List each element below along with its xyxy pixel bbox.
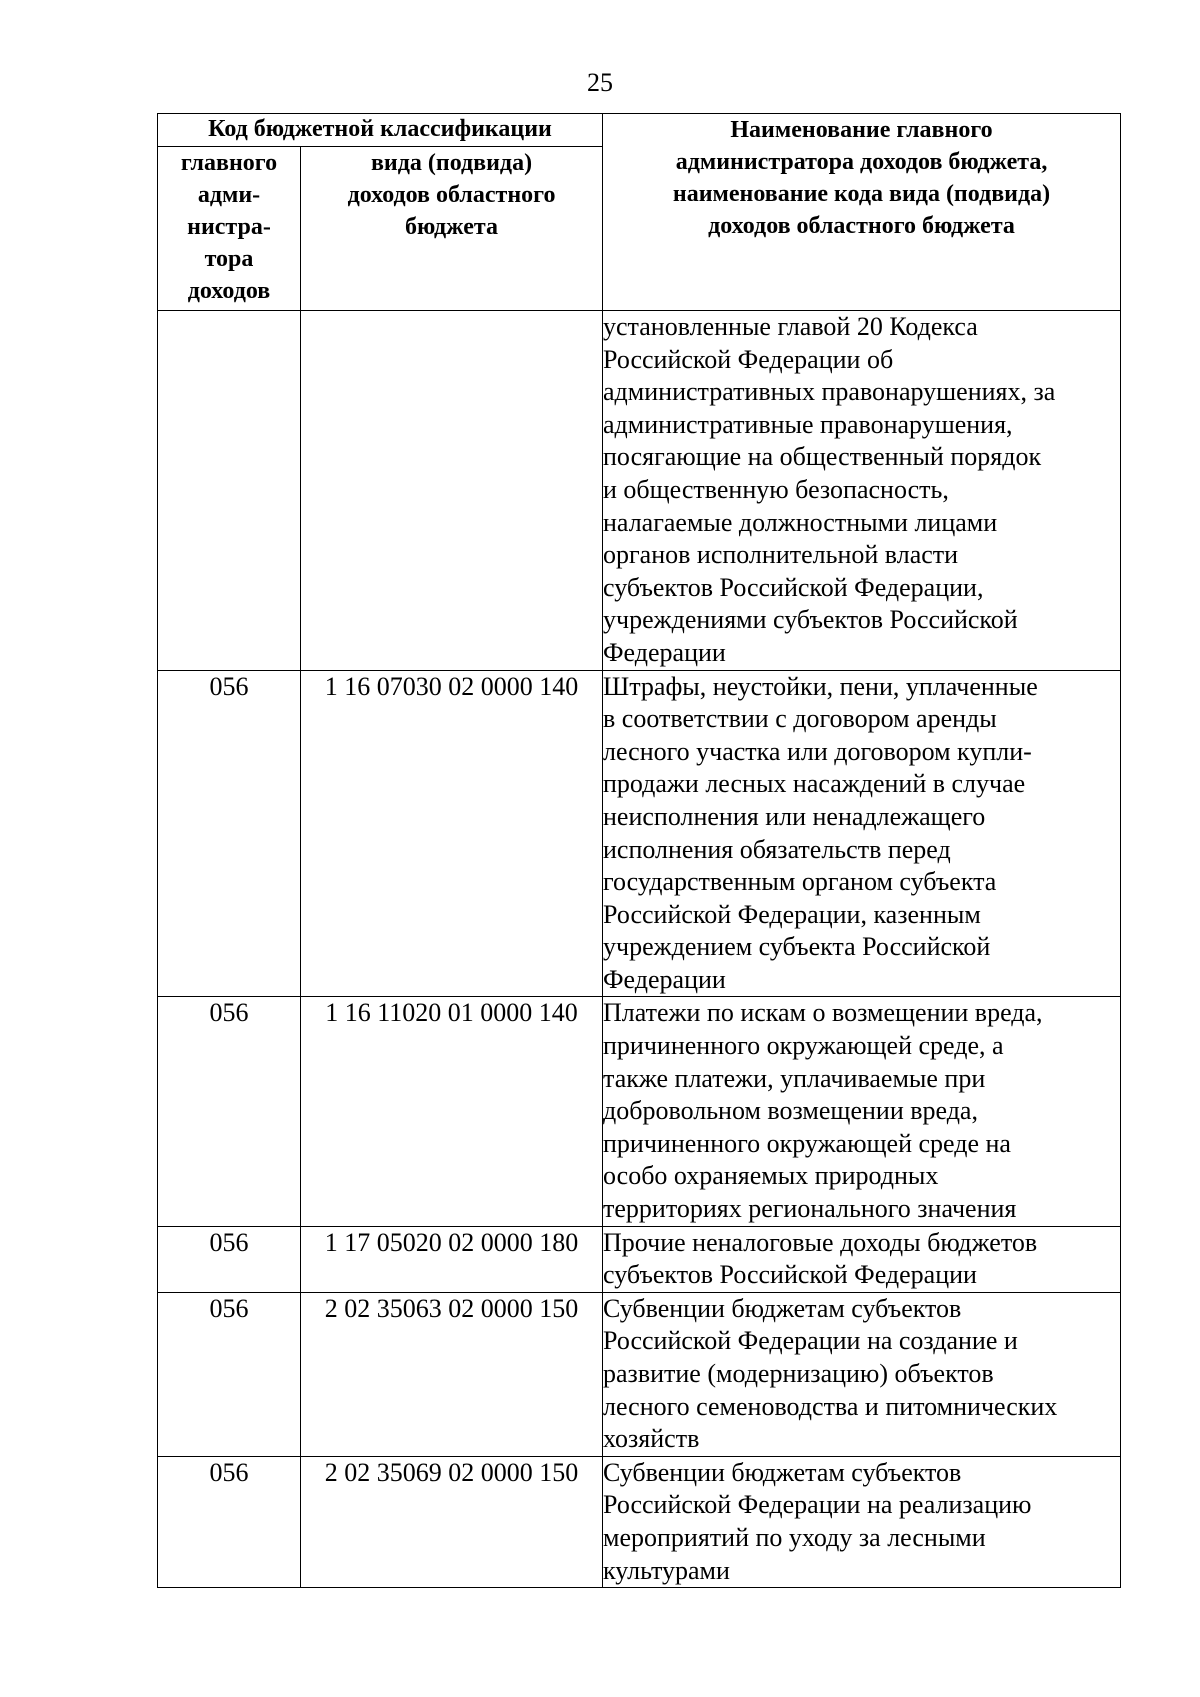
admin-code-cell: 056 [158,1226,301,1292]
income-name-line: Российской Федерации на реализацию [603,1490,1032,1520]
income-code-cell: 2 02 35063 02 0000 150 [301,1292,603,1456]
income-code-cell: 1 16 11020 01 0000 140 [301,997,603,1226]
header-name-column [603,114,1121,311]
admin-code-cell: 056 [158,1292,301,1456]
table-header [158,114,1121,311]
budget-classification-table [157,113,1121,1588]
income-name-line: территориях регионального значения [603,1194,1017,1224]
income-name-line: также платежи, уплачиваемые при [603,1063,986,1093]
admin-code-cell: 056 [158,997,301,1226]
income-name-line: субъектов Российской Федерации, [603,572,984,602]
income-name-line: административных правонарушениях, за [603,377,1056,407]
header-code-column [301,147,603,311]
income-name-line: в соответствии с договором аренды [603,704,997,734]
header-admin-line: адми- [197,182,261,208]
page-number: 25 [587,68,613,97]
header-admin-line: главного [180,150,278,176]
income-name-cell [603,1292,1121,1456]
income-name-line: посягающие на общественный порядок [603,442,1042,472]
table-row [158,1226,1121,1292]
header-budget-code-group: Код бюджетной классификации [158,114,603,147]
income-name-line: хозяйств [603,1424,700,1454]
income-name-line: Российской Федерации об [603,344,894,374]
income-name-cell [603,1456,1121,1587]
income-name-line: Субвенции бюджетам субъектов [603,1457,962,1487]
income-code-cell: 2 02 35069 02 0000 150 [301,1456,603,1587]
admin-code-cell: 056 [158,1456,301,1587]
table-row [158,670,1121,997]
income-name-line: лесного семеноводства и питомнических [603,1391,1058,1421]
table-row [158,1292,1121,1456]
income-name-line: культурами [603,1555,730,1585]
income-name-line: Платежи по искам о возмещении вреда, [603,998,1043,1028]
header-admin-line: тора [204,246,254,272]
income-name-line: Российской Федерации на создание и [603,1326,1018,1356]
admin-code-cell: 056 [158,670,301,997]
header-code-line: вида (подвида) [370,150,533,176]
income-code-cell: 1 17 05020 02 0000 180 [301,1226,603,1292]
header-name-line: Наименование главного [730,117,993,143]
income-name-line: Штрафы, неустойки, пени, уплаченные [603,671,1038,701]
income-name-line: причиненного окружающей среде на [603,1128,1011,1158]
table-row [158,997,1121,1226]
income-code-cell [301,311,603,671]
income-name-cell [603,997,1121,1226]
income-name-line: учреждениями субъектов Российской [603,605,1018,635]
income-name-cell [603,311,1121,671]
income-name-line: Федерации [603,637,726,667]
income-name-line: органов исполнительной власти [603,540,959,570]
income-name-line: Федерации [603,964,726,994]
income-name-line: субъектов Российской Федерации [603,1260,977,1290]
header-code-line: доходов областного [347,182,556,208]
income-code-cell: 1 16 07030 02 0000 140 [301,670,603,997]
income-name-line: исполнения обязательств перед [603,834,951,864]
header-name-line: администратора доходов бюджета, [675,149,1048,175]
header-row-group [158,114,1121,147]
income-name-line: мероприятий по уходу за лесными [603,1522,986,1552]
income-name-line: лесного участка или договором купли- [603,736,1032,766]
income-name-line: добровольном возмещении вреда, [603,1096,978,1126]
admin-code-cell [158,311,301,671]
income-name-line: налагаемые должностными лицами [603,507,998,537]
income-name-line: развитие (модернизацию) объектов [603,1359,994,1388]
income-name-line: причиненного окружающей среде, а [603,1031,1004,1061]
income-name-cell [603,1226,1121,1292]
income-name-line: установленные главой 20 Кодекса [603,312,978,341]
income-name-line: государственным органом субъекта [603,867,997,897]
header-name-line: доходов областного бюджета [708,213,1015,239]
table-row [158,311,1121,671]
income-name-line: Российской Федерации, казенным [603,899,981,929]
income-name-line: Субвенции бюджетам субъектов [603,1293,962,1323]
header-name-line: наименование кода вида (подвида) [672,181,1051,207]
header-admin-line: нистра- [187,214,271,240]
income-name-line: Прочие неналоговые доходы бюджетов [603,1227,1038,1257]
income-name-line: административные правонарушения, [603,409,1013,439]
table-body [158,311,1121,1588]
header-admin-column [158,147,301,311]
header-code-line: бюджета [405,214,498,240]
income-name-line: неисполнения или ненадлежащего [603,801,986,831]
income-name-line: и общественную безопасность, [603,474,949,504]
income-name-line: особо охраняемых природных [603,1161,939,1191]
table-row [158,1456,1121,1587]
income-name-line: продажи лесных насаждений в случае [603,769,1026,799]
header-admin-line: доходов [187,278,271,304]
income-name-cell [603,670,1121,997]
income-name-line: учреждением субъекта Российской [603,932,991,962]
